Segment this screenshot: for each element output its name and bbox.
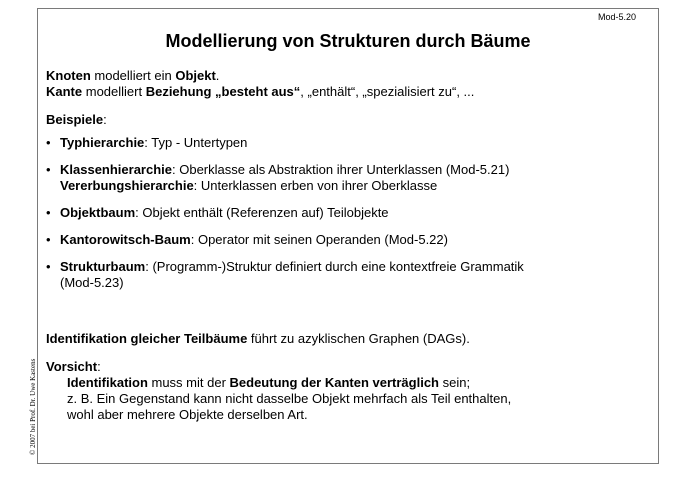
slide-id: Mod-5.20 (598, 12, 637, 22)
bullet-glyph: • (46, 162, 51, 177)
caution-line-3: wohl aber mehrere Objekte derselben Art. (67, 407, 308, 422)
examples-heading: Beispiele: (46, 112, 107, 127)
intro-line-2: Kante modelliert Beziehung „besteht aus“, „enthält“, „spezialisiert zu“, ... (46, 84, 475, 99)
caution-line-2: z. B. Ein Gegenstand kann nicht dasselbe Objekt mehrfach als Teil enthalten, (67, 391, 512, 406)
bullet-glyph: • (46, 205, 51, 220)
caution-line-1: Identifikation muss mit der Bedeutung der Kanten verträglich sein; (67, 375, 471, 390)
list-item: Strukturbaum: (Programm-)Struktur definiert durch eine kontextfreie Grammatik (60, 259, 524, 274)
intro-line-1: Knoten modelliert ein Objekt. (46, 68, 220, 83)
list-item: Klassenhierarchie: Oberklasse als Abstraktion ihrer Unterklassen (Mod-5.21) (60, 162, 510, 177)
list-item: Kantorowitsch-Baum: Operator mit seinen Operanden (Mod-5.22) (60, 232, 448, 247)
bullet-glyph: • (46, 259, 51, 274)
identification-note: Identifikation gleicher Teilbäume führt zu azyklischen Graphen (DAGs). (46, 331, 470, 346)
bullet-glyph: • (46, 232, 51, 247)
list-item-continuation: (Mod-5.23) (60, 275, 124, 290)
list-item-continuation: Vererbungshierarchie: Unterklassen erben von ihrer Oberklasse (60, 178, 438, 193)
caution-heading: Vorsicht: (46, 359, 101, 374)
bullet-glyph: • (46, 135, 51, 150)
copyright-note: © 2007 bei Prof. Dr. Uwe Kastens (29, 358, 37, 455)
list-item: Typhierarchie: Typ - Untertypen (60, 135, 248, 150)
list-item: Objektbaum: Objekt enthält (Referenzen auf) Teilobjekte (60, 205, 389, 220)
slide-title: Modellierung von Strukturen durch Bäume (165, 31, 531, 51)
